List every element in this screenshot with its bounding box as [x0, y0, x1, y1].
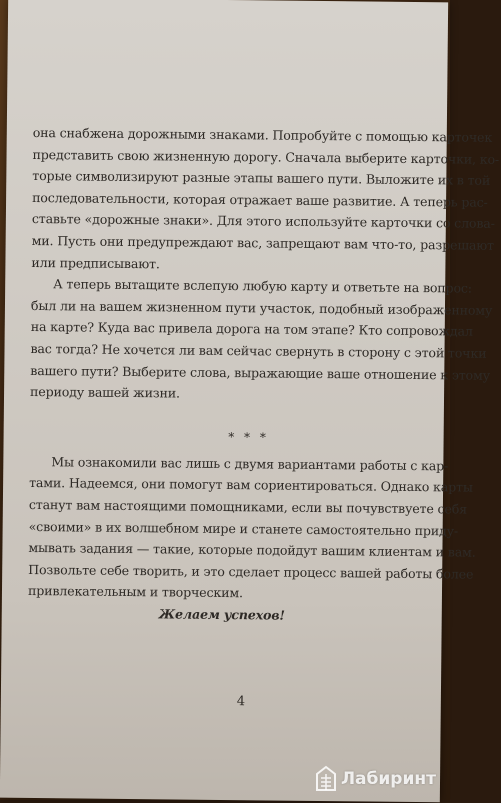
watermark [315, 766, 436, 792]
section-separator: * * * [228, 429, 269, 445]
text-line: ставьте «дорожные знаки». Для этого используйте карточки со слова- [31, 211, 495, 232]
text-line: последовательности, которая отражает ваше развитие. А теперь рас- [32, 189, 488, 210]
text-line: периоду вашей жизни. [29, 384, 181, 401]
closing-wish: Желаем успехов! [158, 606, 285, 623]
paragraph-2 [29, 273, 493, 407]
text-line: привлекательным и творческим. [27, 583, 243, 601]
text-line: она снабжена дорожными знаками. Попробуйте с помощью карточек [32, 124, 493, 145]
text-line: торые символизируют разные этапы вашего пути. Выложите их в той [32, 168, 491, 188]
text-line: Мы ознакомили вас лишь с двумя вариантами работы с кар- [51, 453, 449, 474]
paragraph-1 [31, 122, 500, 277]
text-line: ми. Пусть они предупреждают вас, запрещают вам что-то, разрешают [31, 232, 495, 253]
text-line: был ли на вашем жизненном пути участок, подобный изображенному [30, 297, 493, 318]
text-line: мывать задания — такие, которые подойдут вашим клиентам и вам. [28, 540, 476, 560]
text-line: на карте? Куда вас привела дорога на том этапе? Кто сопровождал [30, 319, 473, 339]
text-line: или предписывают. [31, 254, 160, 271]
paragraph-3 [27, 451, 476, 606]
text-line: А теперь вытащите вслепую любую карту и ответьте на вопрос: [53, 276, 473, 296]
page-number: 4 [236, 694, 246, 710]
text-line: вас тогда? Не хочется ли вам сейчас свернуть в сторону с этой точки [30, 340, 487, 361]
text-line: станут вам настоящими помощниками, если вы почувствуете себя [28, 496, 468, 517]
text-line: представить свою жизненную дорогу. Сначала выберите карточки, ко- [32, 146, 500, 167]
watermark-text: Лабиринт [340, 769, 436, 789]
text-line: тами. Надеемся, они помогут вам сориентироваться. Однако карты [29, 475, 473, 495]
text-line: «своими» в их волшебном мире и станете самостоятельно приду- [28, 518, 459, 538]
text-line: Позвольте себе творить, и это сделает процесс вашей работы более [28, 561, 474, 582]
text-line: вашего пути? Выберите слова, выражающие ваше отношение к этому [30, 362, 491, 383]
page-body [27, 122, 500, 628]
labirint-logo-icon [315, 766, 337, 792]
